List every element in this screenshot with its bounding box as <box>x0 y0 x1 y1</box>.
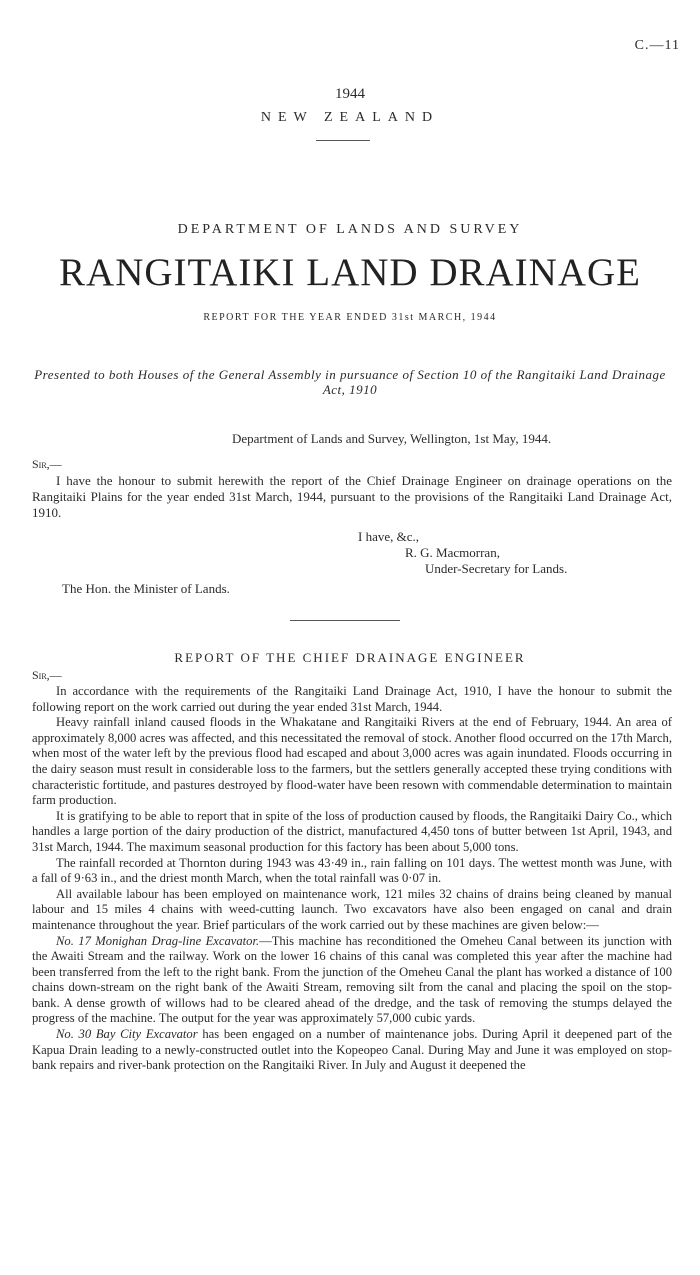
letter-salutation: Sir,— <box>32 457 62 471</box>
report-title: REPORT OF THE CHIEF DRAINAGE ENGINEER <box>174 650 526 665</box>
report-body <box>32 684 672 1074</box>
report-paragraph: In accordance with the requirements of the Rangitaiki Land Drainage Act, 1910, I have the honour to submit the following report on the work carried out during the year ended 31st March, 1944. <box>32 684 672 714</box>
report-paragraph: It is gratifying to be able to report that in spite of the loss of production caused by floods, the Rangitaiki Dairy Co., which handles a large portion of the dairy production of the district, manufactured 4,450 tons of butter between 1st April, 1943, and 31st March, 1944. The maximum seasonal production for this factory has been about 5,000 tons. <box>32 808 672 854</box>
letter-body: I have the honour to submit herewith the report of the Chief Drainage Engineer on drainage operations on the Rangitaiki Plains for the year ended 31st March, 1944, pursuant to the provisions of the Rangitaiki Land Drainage Act, 1910. <box>32 473 672 520</box>
country-name: NEW ZEALAND <box>260 110 440 125</box>
letter-signatory-position: Under-Secretary for Lands. <box>425 561 568 576</box>
machine-name: No. 30 Bay City Excavator <box>56 1027 198 1042</box>
page-title: RANGITAIKI LAND DRAINAGE <box>59 251 641 294</box>
letter-signatory: R. G. Macmorran, <box>405 545 500 560</box>
report-paragraph: The rainfall recorded at Thornton during 1943 was 43·49 in., rain falling on 101 days. The wettest month was June, with a fall of 9·63 in., and the driest month March, when the total rainfall was 0·07 in. <box>32 855 672 886</box>
report-salutation: Sir,— <box>32 668 62 682</box>
department-name: DEPARTMENT OF LANDS AND SURVEY <box>177 222 523 237</box>
divider-rule <box>316 140 370 141</box>
machine-name: No. 17 Monighan Drag-line Excavator. <box>56 933 260 948</box>
report-paragraph: All available labour has been employed on maintenance work, 121 miles 32 chains of drains being cleaned by manual labour and 15 miles 4 chains with weed-cutting launch. Two excavators have also been engaged on canal and drain maintenance throughout the year. Brief particulars of the work carried out by these machines are given below:— <box>32 886 672 932</box>
letter-closing: I have, &c., <box>358 529 420 544</box>
report-subtitle: REPORT FOR THE YEAR ENDED 31st MARCH, 1944 <box>203 312 497 323</box>
report-paragraph-no30 <box>32 1027 672 1074</box>
presented-note: Presented to both Houses of the General Assembly in pursuance of Section 10 of the Rangitaiki Land Drainage Act, 1910 <box>34 367 666 397</box>
paragraph-text: has been engaged on a number of maintenance jobs. During April it deepened part of the Kapua Drain leading to a newly-constructed outlet into the Kopeopeo Canal. During May and June it was employed on stop-bank repairs and river-bank protection on the Rangitaiki River. In July and August it deepened the <box>32 1027 672 1073</box>
letter-addressee: The Hon. the Minister of Lands. <box>62 581 230 596</box>
report-paragraph: Heavy rainfall inland caused floods in the Whakatane and Rangitaiki Rivers at the end of February, 1944. An area of approximately 8,000 acres was affected, and this necessitated the removal of stock. Another flood occurred on the 17th March, when most of the water left by the previous flood had escaped and about 3,000 acres was again inundated. Floods occurring in the dairy season must result in considerable loss to the farmers, but the settlers generally accepted these trying conditions with characteristic fortitude, and pastures destroyed by flood-water have been resown with commendable determination to maintain farm production. <box>32 715 672 808</box>
paragraph-text: —This machine has reconditioned the Omeheu Canal between its junction with the Awaiti Stream and the railway. Work on the lower 16 chains of this canal was completed this year after the machine had been transferred from the left to the right bank. From the junction of the Omeheu Canal the plant has worked a distance of 100 chains down-stream on the right bank of the Awaiti Stream, removing silt from the canal and placing the spoil on the stop-bank. A dense growth of willows had to be cleared ahead of the dredge, and the task of removing the stumps delayed the progress of the machine. The output for the year was approximately 57,000 cubic yards. <box>32 933 672 1026</box>
report-year: 1944 <box>335 86 365 102</box>
report-paragraph-no17 <box>32 934 672 1028</box>
divider-rule <box>290 620 400 621</box>
letter-heading: Department of Lands and Survey, Wellington, 1st May, 1944. <box>232 431 552 446</box>
page-number: C.—11 <box>634 38 680 53</box>
